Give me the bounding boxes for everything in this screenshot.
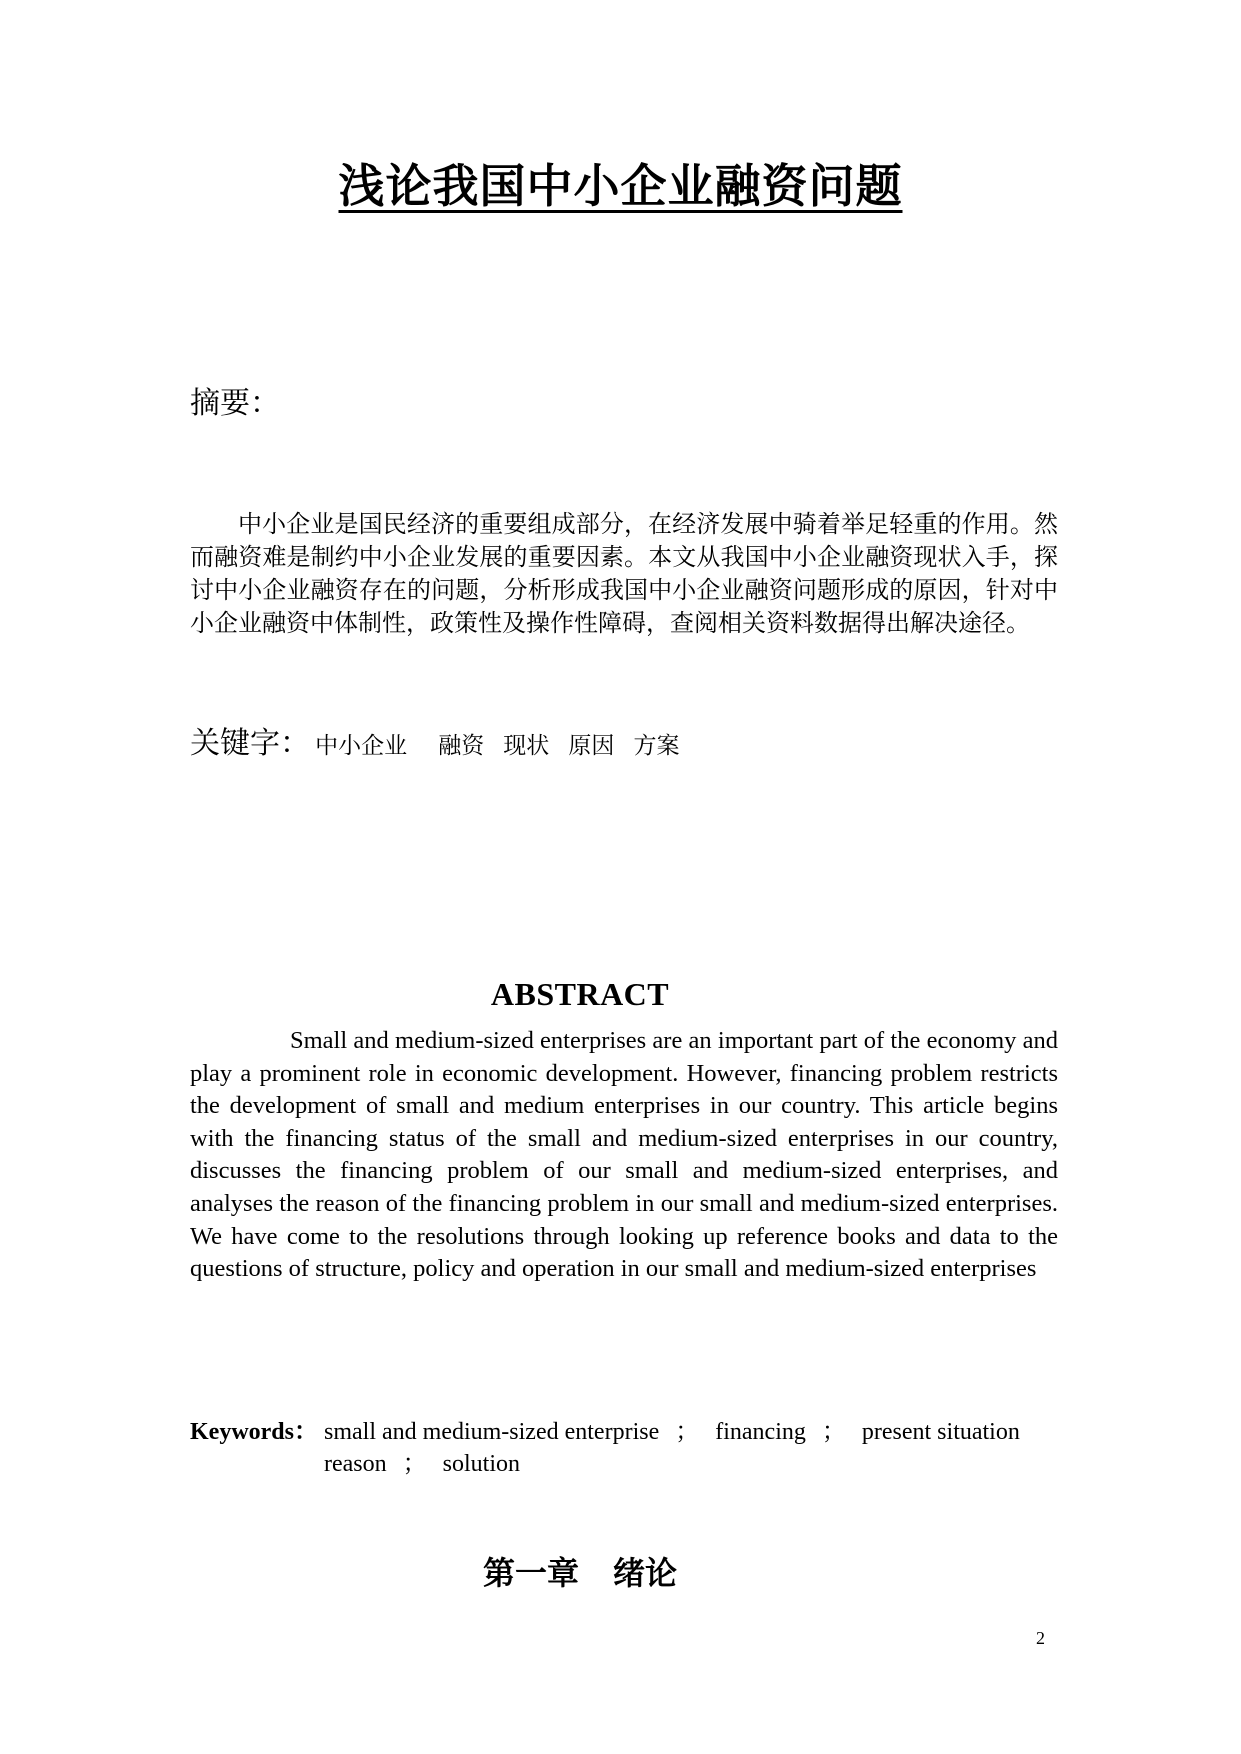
- cn-keyword: 现状: [503, 733, 550, 759]
- cn-keyword: 融资: [438, 733, 485, 759]
- paper-title-text: 浅论我国中小企业融资问题: [338, 159, 903, 213]
- en-abstract-body: Small and medium-sized enterprises are an important part of the economy and play a prominent role in economic development. However, financing problem restricts the development of small and medium enterprises in our country. This article begins with the financing status of the small and medium-sized enterprises in our country, discusses the financing problem of our small and medium-sized enterprises, and analyses the reason of the financing problem in our small and medium-sized enterprises. We have come to the resolutions through looking up reference books and data to the questions of structure, policy and operation in our small and medium-sized enterprises: [190, 1027, 1058, 1283]
- en-keyword: solution: [442, 1451, 520, 1477]
- keyword-separator: ；: [675, 1419, 700, 1445]
- cn-keyword: 中小企业: [315, 733, 408, 759]
- en-keywords-row: [190, 1416, 1070, 1448]
- chapter-number: 第一章: [482, 1554, 579, 1592]
- en-keywords-label: Keywords：: [190, 1419, 318, 1445]
- en-keyword: reason: [324, 1451, 387, 1477]
- cn-abstract-heading: 摘要：: [190, 386, 280, 421]
- page-number: 2: [1036, 1628, 1045, 1648]
- keyword-separator: ；: [821, 1419, 846, 1445]
- paper-title: [0, 150, 1241, 216]
- en-keyword: small and medium-sized enterprise: [324, 1419, 660, 1445]
- cn-keyword: 原因: [568, 733, 615, 759]
- en-keywords: [190, 1416, 1070, 1480]
- chapter-name: 绪论: [613, 1554, 678, 1592]
- cn-abstract-body: 中小企业是国民经济的重要组成部分，在经济发展中骑着举足轻重的作用。然而融资难是制约中小企业发展的重要因素。本文从我国中小企业融资现状入手，探讨中小企业融资存在的问题，分析形成我国中小企业融资问题形成的原因，针对中小企业融资中体制性，政策性及操作性障碍，查阅相关资料数据得出解决途径。: [190, 510, 1058, 637]
- en-keyword: financing: [715, 1419, 806, 1445]
- cn-keywords: [190, 718, 693, 762]
- en-keyword: present situation: [861, 1419, 1020, 1445]
- en-keywords-row: [190, 1448, 1070, 1480]
- cn-keywords-label: 关键字：: [190, 726, 310, 761]
- cn-keyword: 方案: [633, 733, 680, 759]
- chapter-heading: [0, 1548, 1160, 1594]
- keyword-separator: ；: [402, 1451, 427, 1477]
- en-abstract-heading: ABSTRACT: [490, 976, 670, 1012]
